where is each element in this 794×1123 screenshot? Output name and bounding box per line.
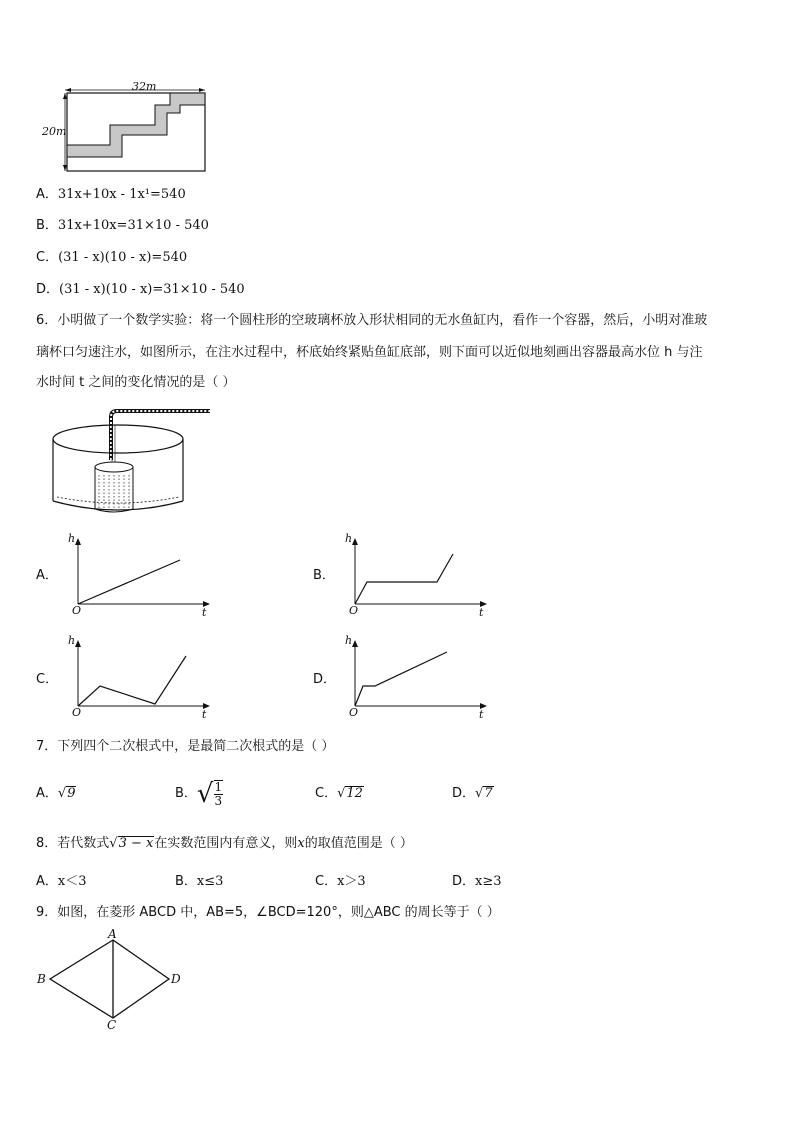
- sqrt-icon: √: [337, 786, 346, 801]
- q9-point-a: A: [108, 927, 117, 941]
- q5-option-text: 31x+10x - 1x¹=540: [57, 187, 186, 202]
- q7-fraction-den: 3: [214, 794, 223, 808]
- q6-graph-b-t: t: [479, 606, 484, 619]
- q6-graph-c-curve: [78, 656, 186, 706]
- q7-option-key: D．: [452, 786, 476, 801]
- q8-option-a: [36, 875, 87, 889]
- q8-option-key: B．: [175, 874, 197, 889]
- q5-width-label: 32m: [132, 80, 157, 93]
- sqrt-icon: √: [196, 779, 214, 809]
- q6-graph-a-curve: [78, 560, 180, 604]
- q6-graph-d-h: h: [345, 634, 353, 647]
- q8-option-c: [315, 875, 366, 889]
- q8-option-text: x≥3: [475, 874, 502, 889]
- q7-option-key: B．: [175, 786, 197, 801]
- sqrt-icon: √: [109, 836, 118, 851]
- q5-figure: [40, 80, 215, 175]
- sqrt-icon: √: [475, 786, 484, 801]
- q5-option-key: A．: [36, 187, 58, 202]
- q6-graph-c: [60, 634, 220, 726]
- q7-option-key: C．: [315, 786, 338, 801]
- q5-height-label: 20m: [42, 125, 67, 138]
- q6-graph-d: [337, 634, 497, 726]
- q5-option-text: 31x+10x=31×10 - 540: [57, 218, 209, 233]
- q6-graph-b: [337, 532, 497, 624]
- q6-graph-a-o: O: [72, 604, 82, 617]
- q8-option-text: x＜3: [57, 874, 87, 889]
- q5-option-text: (31 - x)(10 - x)=540: [58, 250, 188, 265]
- q5-option-c: [36, 251, 187, 265]
- q7-radicand: 9: [67, 786, 76, 801]
- q8-option-key: C．: [315, 874, 338, 889]
- q6-graph-a-svg: [60, 532, 220, 624]
- q9-point-d: D: [171, 972, 181, 986]
- q5-option-a: [36, 188, 186, 202]
- q8-option-d: [452, 875, 502, 889]
- q7-fraction: [214, 780, 224, 808]
- q7-option-d: [452, 786, 494, 801]
- q5-option-d: [36, 283, 245, 297]
- q7-option-b: [175, 773, 223, 815]
- q7-fraction-num: 1: [214, 780, 223, 794]
- q8-stem-after: 在实数范围内有意义，则: [154, 836, 298, 851]
- q6-stem-line-1: 6．小明做了一个数学实验：将一个圆柱形的空玻璃杯放入形状相同的无水鱼缸内，看作一个容器，然后，小明对准玻: [36, 313, 708, 328]
- q6-graph-a-t: t: [202, 606, 207, 619]
- q6-stem-line-3: 水时间 t 之间的变化情况的是（ ）: [36, 375, 236, 390]
- q6-stem-line-2: 璃杯口匀速注水，如图所示，在注水过程中，杯底始终紧贴鱼缸底部，则下面可以近似地刻画出容器最高水位 h 与注: [36, 345, 703, 360]
- sqrt-icon: √: [57, 786, 67, 801]
- q7-option-key: A．: [36, 786, 58, 801]
- q6-option-b-key: B．: [313, 568, 335, 583]
- q6-graph-b-o: O: [349, 604, 359, 617]
- q7-option-c: [315, 786, 364, 801]
- q6-graph-b-curve: [355, 554, 453, 604]
- q5-option-text: (31 - x)(10 - x)=31×10 - 540: [59, 282, 245, 297]
- q9-point-c: C: [107, 1018, 117, 1032]
- q7-radicand: 7: [484, 786, 493, 801]
- q6-graph-d-o: O: [349, 706, 359, 719]
- q6-option-c-key: C．: [36, 672, 59, 687]
- q5-option-key: C．: [36, 250, 59, 265]
- q5-option-key: D．: [36, 282, 60, 297]
- q6-graph-a-h: h: [68, 532, 76, 545]
- q5-option-key: B．: [36, 218, 58, 233]
- q6-graph-c-t: t: [202, 708, 207, 721]
- q6-graph-d-t: t: [479, 708, 484, 721]
- q8-option-text: x≤3: [196, 874, 224, 889]
- q6-tank-figure: [45, 405, 215, 517]
- q6-graph-c-h: h: [68, 634, 76, 647]
- q7-option-a: [36, 786, 76, 801]
- q8-var: x: [297, 836, 305, 851]
- q6-graph-d-svg: [337, 634, 497, 726]
- q6-tank-svg: [45, 405, 215, 517]
- q8-radicand: 3 − x: [118, 836, 154, 851]
- q8-option-text: x＞3: [337, 874, 366, 889]
- q6-graph-d-curve: [355, 652, 447, 706]
- q6-graph-b-svg: [337, 532, 497, 624]
- q8-stem-end: 的取值范围是（ ）: [304, 836, 413, 851]
- q6-option-d-key: D．: [313, 672, 337, 687]
- q8-option-key: A．: [36, 874, 58, 889]
- q8-option-b: [175, 875, 223, 889]
- q6-graph-c-svg: [60, 634, 220, 726]
- q8-option-key: D．: [452, 874, 476, 889]
- q6-graph-b-h: h: [345, 532, 353, 545]
- q8-stem-before: 8．若代数式: [36, 836, 110, 851]
- q9-rhombus-figure: [34, 925, 194, 1035]
- q7-stem: 7．下列四个二次根式中，是最简二次根式的是（ ）: [36, 739, 335, 754]
- q8-stem: [36, 836, 413, 851]
- q9-stem: 9．如图，在菱形 ABCD 中，AB=5，∠BCD=120°，则△ABC 的周长等于（ ）: [36, 905, 500, 920]
- q7-radicand: 12: [346, 786, 363, 801]
- q9-point-b: B: [37, 972, 46, 986]
- q5-option-b: [36, 219, 209, 233]
- q6-graph-c-o: O: [72, 706, 82, 719]
- q6-option-a-key: A．: [36, 568, 58, 583]
- q6-graph-a: [60, 532, 220, 624]
